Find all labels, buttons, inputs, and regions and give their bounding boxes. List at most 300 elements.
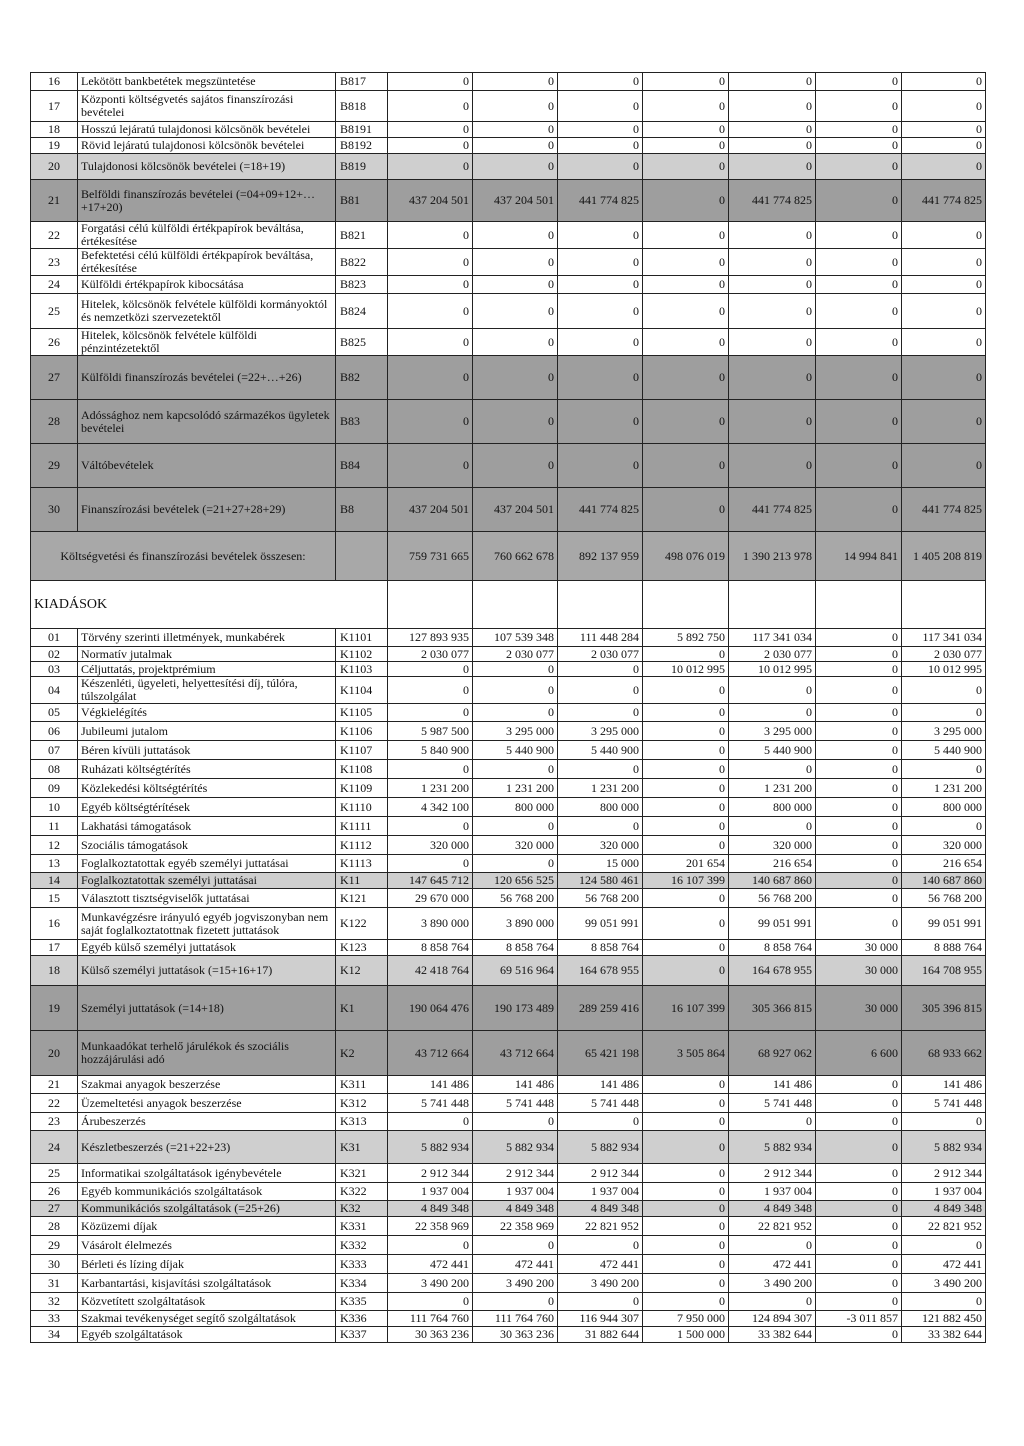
row-value: 99 051 991 (729, 908, 816, 940)
table-row (31, 1131, 986, 1164)
row-value: 0 (473, 356, 558, 400)
table-row (31, 741, 986, 760)
row-value: 56 768 200 (902, 889, 986, 908)
row-value: 0 (473, 662, 558, 677)
row-value: 0 (729, 356, 816, 400)
row-value: 0 (473, 760, 558, 779)
row-value: 0 (643, 329, 729, 356)
row-value: 43 712 664 (388, 1031, 473, 1076)
row-value: 0 (816, 73, 902, 91)
row-value: 4 849 348 (729, 1201, 816, 1217)
row-value: 437 204 501 (388, 180, 473, 222)
row-value: 5 882 934 (388, 1131, 473, 1164)
row-value: 0 (473, 154, 558, 180)
row-code: K337 (336, 1327, 388, 1343)
row-value: 0 (729, 1113, 816, 1131)
row-value: 141 486 (388, 1076, 473, 1094)
row-value: 127 893 935 (388, 629, 473, 647)
osszesen-row (31, 532, 986, 581)
table-row (31, 873, 986, 889)
row-number: 05 (31, 704, 78, 722)
row-value: 0 (816, 704, 902, 722)
row-value: 141 486 (729, 1076, 816, 1094)
row-value: 0 (816, 1076, 902, 1094)
row-value: 43 712 664 (473, 1031, 558, 1076)
row-value: 0 (388, 91, 473, 122)
row-value: 0 (729, 817, 816, 836)
row-code: K335 (336, 1293, 388, 1311)
row-value: 472 441 (729, 1255, 816, 1274)
row-value: 0 (729, 677, 816, 704)
row-label: Árubeszerzés (78, 1113, 336, 1131)
table-row (31, 1164, 986, 1183)
row-label: Hitelek, kölcsönök felvétele külföldi pénzintézetektől (78, 329, 336, 356)
row-value: 147 645 712 (388, 873, 473, 889)
row-value: 0 (558, 249, 643, 276)
row-value: 1 231 200 (729, 779, 816, 798)
row-value: 22 821 952 (558, 1217, 643, 1236)
row-value: 5 892 750 (643, 629, 729, 647)
table-row (31, 276, 986, 294)
row-code: B823 (336, 276, 388, 294)
row-value: 29 670 000 (388, 889, 473, 908)
row-label: Közvetített szolgáltatások (78, 1293, 336, 1311)
row-value: 4 849 348 (473, 1201, 558, 1217)
row-value: 15 000 (558, 855, 643, 873)
row-value: 0 (558, 138, 643, 154)
row-label: Egyéb szolgáltatások (78, 1327, 336, 1343)
row-code: B821 (336, 222, 388, 249)
row-code: B818 (336, 91, 388, 122)
row-value: 0 (388, 444, 473, 488)
row-value: 0 (643, 180, 729, 222)
row-value: 437 204 501 (473, 180, 558, 222)
row-number: 08 (31, 760, 78, 779)
row-number: 27 (31, 1201, 78, 1217)
row-value: 0 (643, 704, 729, 722)
row-value: 0 (643, 1255, 729, 1274)
row-number: 28 (31, 1217, 78, 1236)
row-value: 0 (729, 249, 816, 276)
row-value: 0 (643, 276, 729, 294)
row-value: 0 (473, 444, 558, 488)
row-value: 0 (902, 122, 986, 138)
row-label: Kommunikációs szolgáltatások (=25+26) (78, 1201, 336, 1217)
row-value: 5 882 934 (902, 1131, 986, 1164)
row-value: 0 (816, 329, 902, 356)
table-row (31, 1076, 986, 1094)
row-value: 56 768 200 (729, 889, 816, 908)
row-value: 0 (643, 940, 729, 956)
row-value: 305 396 815 (902, 986, 986, 1031)
row-value: 0 (558, 154, 643, 180)
table-row (31, 1327, 986, 1343)
row-value: 99 051 991 (558, 908, 643, 940)
row-value: 0 (816, 889, 902, 908)
row-code: K321 (336, 1164, 388, 1183)
row-value: 0 (643, 356, 729, 400)
row-label: Szakmai anyagok beszerzése (78, 1076, 336, 1094)
row-value: 2 030 077 (558, 647, 643, 662)
table-row (31, 1094, 986, 1113)
row-label: Vásárolt élelmezés (78, 1236, 336, 1255)
row-label: Lakhatási támogatások (78, 817, 336, 836)
row-value: 0 (816, 154, 902, 180)
row-number: 28 (31, 400, 78, 444)
row-code: K2 (336, 1031, 388, 1076)
row-value: 8 858 764 (558, 940, 643, 956)
row-value: 30 363 236 (388, 1327, 473, 1343)
table-row (31, 222, 986, 249)
row-code: K322 (336, 1183, 388, 1201)
row-label: Egyéb külső személyi juttatások (78, 940, 336, 956)
row-code: K311 (336, 1076, 388, 1094)
row-value: 141 486 (902, 1076, 986, 1094)
row-value: 2 912 344 (729, 1164, 816, 1183)
row-value: 2 030 077 (902, 647, 986, 662)
row-value: 5 440 900 (473, 741, 558, 760)
row-value: 0 (473, 855, 558, 873)
budget-sheet (30, 72, 985, 1343)
row-label: Üzemeltetési anyagok beszerzése (78, 1094, 336, 1113)
row-code: K12 (336, 956, 388, 986)
row-value: 0 (816, 1274, 902, 1293)
row-value: 56 768 200 (558, 889, 643, 908)
row-value: 1 937 004 (729, 1183, 816, 1201)
row-code: K1105 (336, 704, 388, 722)
row-label: Rövid lejáratú tulajdonosi kölcsönök bevételei (78, 138, 336, 154)
row-value: 0 (816, 760, 902, 779)
row-value: 0 (902, 1293, 986, 1311)
row-label: Végkielégítés (78, 704, 336, 722)
row-number: 20 (31, 154, 78, 180)
row-number: 27 (31, 356, 78, 400)
row-value: 472 441 (473, 1255, 558, 1274)
row-value: 0 (729, 1236, 816, 1255)
table-row (31, 1311, 986, 1327)
row-value: 0 (473, 677, 558, 704)
row-value: 0 (902, 677, 986, 704)
row-value: 800 000 (902, 798, 986, 817)
row-value: 320 000 (729, 836, 816, 855)
row-value: 0 (643, 1201, 729, 1217)
row-value: 0 (816, 817, 902, 836)
row-number: 10 (31, 798, 78, 817)
row-value: 190 173 489 (473, 986, 558, 1031)
row-value: 0 (388, 276, 473, 294)
row-value: 33 382 644 (729, 1327, 816, 1343)
row-value: 0 (388, 154, 473, 180)
row-number: 21 (31, 1076, 78, 1094)
row-value: 10 012 995 (643, 662, 729, 677)
row-label: Közlekedési költségtérítés (78, 779, 336, 798)
row-label: Külföldi finanszírozás bevételei (=22+…+26) (78, 356, 336, 400)
row-label: Normatív jutalmak (78, 647, 336, 662)
row-value: 441 774 825 (902, 180, 986, 222)
row-label: Karbantartási, kisjavítási szolgáltatások (78, 1274, 336, 1293)
row-value: 42 418 764 (388, 956, 473, 986)
row-number: 32 (31, 1293, 78, 1311)
row-value: 472 441 (558, 1255, 643, 1274)
row-value: 5 741 448 (558, 1094, 643, 1113)
row-value: 0 (643, 798, 729, 817)
row-value: 0 (816, 91, 902, 122)
row-value: 216 654 (729, 855, 816, 873)
row-value: 0 (729, 91, 816, 122)
row-value: 0 (816, 1164, 902, 1183)
row-value: 0 (473, 122, 558, 138)
row-value: 5 840 900 (388, 741, 473, 760)
table-row (31, 138, 986, 154)
osszesen-value: 760 662 678 (473, 532, 558, 581)
row-value: 0 (902, 1113, 986, 1131)
row-value: 69 516 964 (473, 956, 558, 986)
row-code: K1106 (336, 722, 388, 741)
row-code: K31 (336, 1131, 388, 1164)
row-number: 25 (31, 294, 78, 329)
row-value: 0 (816, 294, 902, 329)
table-row (31, 294, 986, 329)
row-value: 3 295 000 (902, 722, 986, 741)
row-label: Informatikai szolgáltatások igénybevétele (78, 1164, 336, 1183)
row-value: 8 858 764 (729, 940, 816, 956)
row-number: 04 (31, 677, 78, 704)
row-value: 2 030 077 (473, 647, 558, 662)
row-value: 0 (902, 1236, 986, 1255)
row-label: Ruházati költségtérítés (78, 760, 336, 779)
row-value: 22 821 952 (902, 1217, 986, 1236)
row-value: 0 (388, 249, 473, 276)
row-value: 0 (816, 855, 902, 873)
osszesen-value: 892 137 959 (558, 532, 643, 581)
row-value: 0 (473, 276, 558, 294)
row-value: 0 (473, 294, 558, 329)
row-value: 0 (643, 1076, 729, 1094)
row-value: 0 (816, 1113, 902, 1131)
row-value: 5 987 500 (388, 722, 473, 741)
row-value: 0 (816, 1094, 902, 1113)
row-value: 0 (388, 677, 473, 704)
row-value: 3 490 200 (473, 1274, 558, 1293)
row-value: 7 950 000 (643, 1311, 729, 1327)
row-value: 0 (388, 662, 473, 677)
row-value: 68 927 062 (729, 1031, 816, 1076)
row-value: 0 (643, 444, 729, 488)
row-value: 289 259 416 (558, 986, 643, 1031)
row-value: 124 894 307 (729, 1311, 816, 1327)
row-number: 31 (31, 1274, 78, 1293)
row-value: 5 882 934 (473, 1131, 558, 1164)
row-value: 0 (473, 1113, 558, 1131)
row-code: K122 (336, 908, 388, 940)
row-code: K1113 (336, 855, 388, 873)
row-value: 0 (816, 122, 902, 138)
table-row (31, 1255, 986, 1274)
row-number: 11 (31, 817, 78, 836)
row-value: 190 064 476 (388, 986, 473, 1031)
row-value: 0 (816, 276, 902, 294)
row-number: 13 (31, 855, 78, 873)
row-number: 23 (31, 249, 78, 276)
row-value: 30 363 236 (473, 1327, 558, 1343)
row-value: 3 890 000 (473, 908, 558, 940)
row-label: Hosszú lejáratú tulajdonosi kölcsönök bevételei (78, 122, 336, 138)
row-number: 17 (31, 940, 78, 956)
row-value: 0 (816, 356, 902, 400)
osszesen-value: 1 390 213 978 (729, 532, 816, 581)
row-value: 0 (816, 1327, 902, 1343)
row-value: 0 (816, 1255, 902, 1274)
row-value: 8 858 764 (473, 940, 558, 956)
table-row (31, 180, 986, 222)
row-value: 0 (729, 704, 816, 722)
row-value: 0 (643, 722, 729, 741)
row-code: B82 (336, 356, 388, 400)
row-number: 30 (31, 1255, 78, 1274)
row-number: 16 (31, 908, 78, 940)
row-value: 0 (558, 91, 643, 122)
row-value: 117 341 034 (902, 629, 986, 647)
row-value: 1 500 000 (643, 1327, 729, 1343)
row-label: Szakmai tevékenységet segítő szolgáltatások (78, 1311, 336, 1327)
row-value: 140 687 860 (902, 873, 986, 889)
row-value: 1 231 200 (388, 779, 473, 798)
blank-cell (388, 581, 473, 629)
table-row (31, 629, 986, 647)
row-code: K1 (336, 986, 388, 1031)
row-code: B819 (336, 154, 388, 180)
row-value: 0 (902, 138, 986, 154)
row-value: 0 (643, 91, 729, 122)
row-value: 5 741 448 (473, 1094, 558, 1113)
row-value: 33 382 644 (902, 1327, 986, 1343)
row-value: 0 (388, 817, 473, 836)
row-value: 2 912 344 (558, 1164, 643, 1183)
row-code: B81 (336, 180, 388, 222)
row-number: 17 (31, 91, 78, 122)
row-value: 0 (388, 222, 473, 249)
row-value: 22 358 969 (473, 1217, 558, 1236)
row-value: 0 (729, 294, 816, 329)
table-row (31, 704, 986, 722)
blank-cell (558, 581, 643, 629)
row-value: 16 107 399 (643, 873, 729, 889)
row-value: 0 (558, 1293, 643, 1311)
row-value: 441 774 825 (558, 180, 643, 222)
row-value: 121 882 450 (902, 1311, 986, 1327)
row-value: 0 (643, 889, 729, 908)
row-code: K313 (336, 1113, 388, 1131)
row-value: 99 051 991 (902, 908, 986, 940)
row-number: 22 (31, 222, 78, 249)
row-code: B817 (336, 73, 388, 91)
row-value: 0 (473, 249, 558, 276)
row-value: 1 231 200 (902, 779, 986, 798)
row-value: 0 (816, 249, 902, 276)
row-number: 03 (31, 662, 78, 677)
row-label: Jubileumi jutalom (78, 722, 336, 741)
table-row (31, 1183, 986, 1201)
row-value: 216 654 (902, 855, 986, 873)
row-number: 34 (31, 1327, 78, 1343)
row-value: 1 231 200 (473, 779, 558, 798)
row-value: 2 912 344 (388, 1164, 473, 1183)
row-value: 0 (388, 400, 473, 444)
row-value: 0 (643, 1131, 729, 1164)
row-value: 8 858 764 (388, 940, 473, 956)
row-label: Munkavégzésre irányuló egyéb jogviszonyban nem saját foglalkoztatottnak fizetett juttatások (78, 908, 336, 940)
table-row (31, 1274, 986, 1293)
row-label: Belföldi finanszírozás bevételei (=04+09+12+…+17+20) (78, 180, 336, 222)
row-value: 0 (816, 662, 902, 677)
row-value: 30 000 (816, 956, 902, 986)
table-row (31, 1201, 986, 1217)
row-value: 0 (643, 1183, 729, 1201)
row-label: Munkaadókat terhelő járulékok és szociális hozzájárulási adó (78, 1031, 336, 1076)
row-value: 164 708 955 (902, 956, 986, 986)
row-value: 0 (643, 1113, 729, 1131)
row-number: 09 (31, 779, 78, 798)
row-value: 5 741 448 (729, 1094, 816, 1113)
row-value: 320 000 (388, 836, 473, 855)
row-value: 0 (388, 122, 473, 138)
row-value: 0 (643, 154, 729, 180)
row-number: 15 (31, 889, 78, 908)
row-number: 29 (31, 444, 78, 488)
row-value: 0 (816, 677, 902, 704)
table-row (31, 940, 986, 956)
row-value: 0 (729, 222, 816, 249)
row-value: 0 (643, 222, 729, 249)
blank-cell (473, 581, 558, 629)
table-row (31, 73, 986, 91)
row-code: K123 (336, 940, 388, 956)
budget-table (30, 72, 986, 1343)
row-value: 5 440 900 (902, 741, 986, 760)
row-value: 0 (816, 798, 902, 817)
table-row (31, 647, 986, 662)
row-number: 25 (31, 1164, 78, 1183)
row-value: 0 (816, 629, 902, 647)
table-row (31, 154, 986, 180)
row-value: 1 937 004 (558, 1183, 643, 1201)
row-label: Finanszírozási bevételek (=21+27+28+29) (78, 488, 336, 532)
row-label: Foglalkoztatottak személyi juttatásai (78, 873, 336, 889)
row-value: 120 656 525 (473, 873, 558, 889)
row-value: 0 (473, 138, 558, 154)
row-value: 0 (558, 122, 643, 138)
row-code: B8191 (336, 122, 388, 138)
row-value: 4 342 100 (388, 798, 473, 817)
row-value: 68 933 662 (902, 1031, 986, 1076)
row-code: K1108 (336, 760, 388, 779)
row-value: 5 741 448 (902, 1094, 986, 1113)
row-code: K312 (336, 1094, 388, 1113)
row-code: K1111 (336, 817, 388, 836)
row-label: Bérleti és lízing díjak (78, 1255, 336, 1274)
row-value: 0 (558, 276, 643, 294)
row-value: 0 (816, 488, 902, 532)
row-value: 0 (816, 908, 902, 940)
table-row (31, 889, 986, 908)
row-value: 140 687 860 (729, 873, 816, 889)
blank-cell (816, 581, 902, 629)
row-number: 07 (31, 741, 78, 760)
row-value: 0 (902, 276, 986, 294)
row-value: 0 (388, 1113, 473, 1131)
row-value: 141 486 (473, 1076, 558, 1094)
row-code: K32 (336, 1201, 388, 1217)
